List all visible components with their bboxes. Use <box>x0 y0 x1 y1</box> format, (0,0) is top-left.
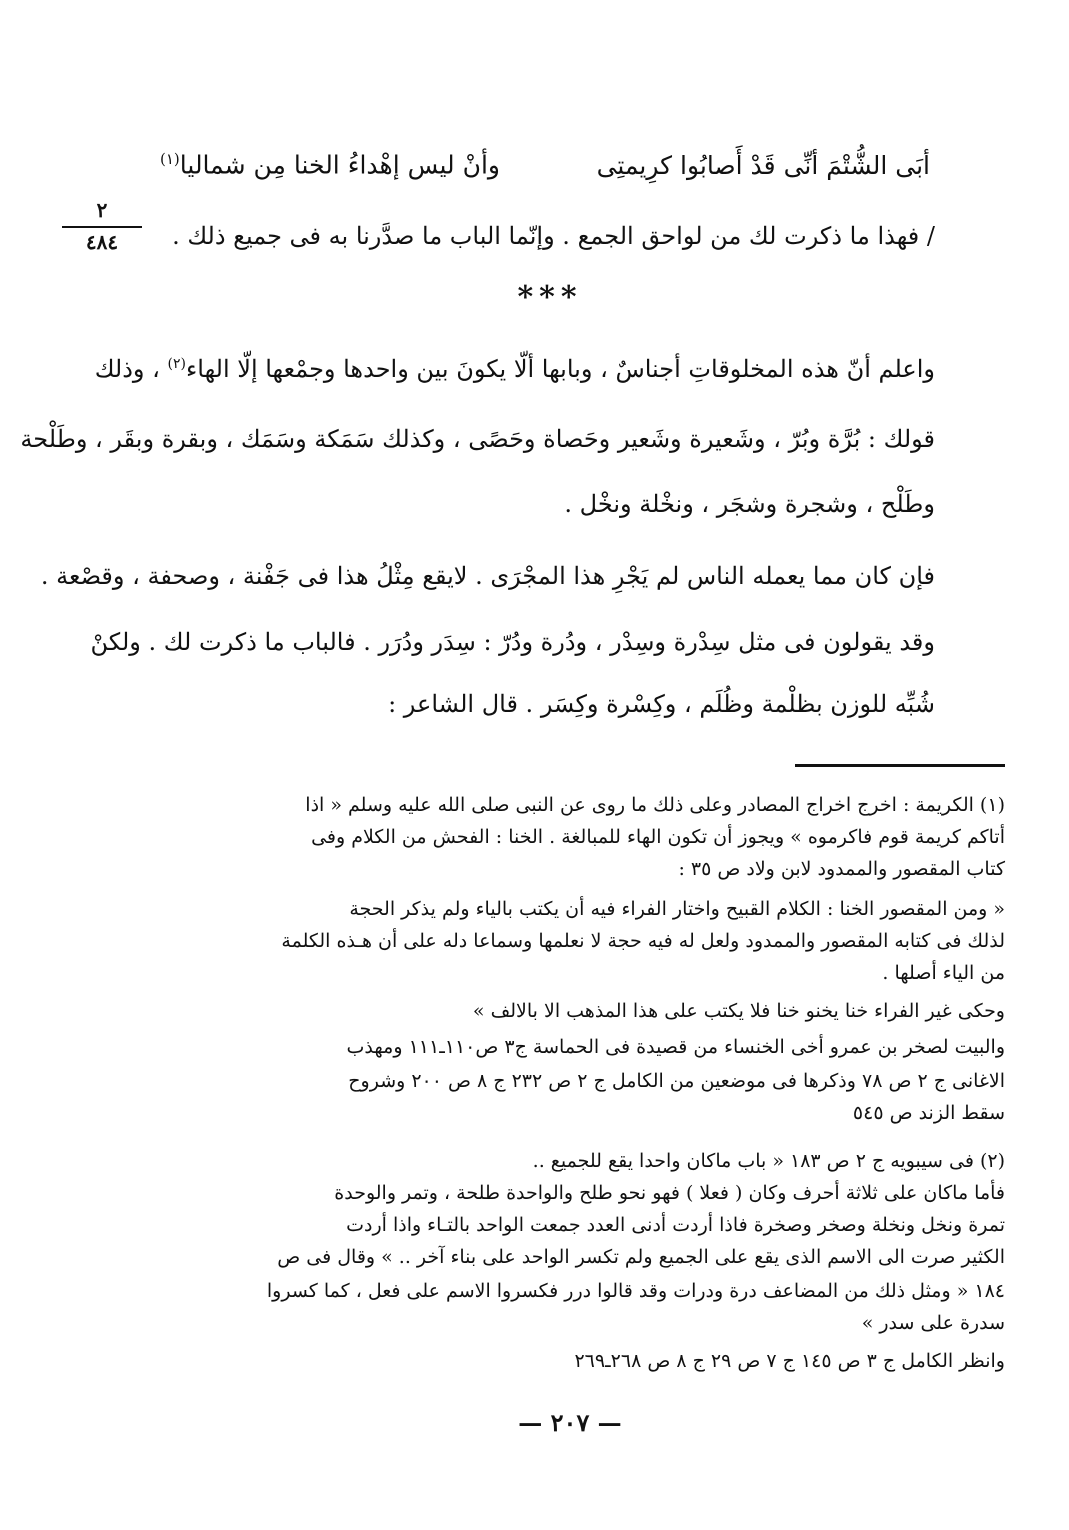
paragraph-1-line-2: قولك : بُرَّة وبُرّ ، وشَعيرة وشَعير وحَصاة وحَصًى ، وكذلك سَمَكة وسَمَك ، وبقرة وبقَر ، وطَلْحة <box>20 425 935 453</box>
footnote-marker-2: (٢) <box>167 356 186 372</box>
paragraph-2-line-3: شُبِّه للوزن بظلْمة وظُلَم ، وكِسْرة وكِسَر . قال الشاعر : <box>388 690 935 718</box>
intro-line: / فهذا ما ذكرت لك من لواحق الجمع . وإنّما الباب ما صدَّرنا به فى جميع ذلك . <box>172 222 935 250</box>
footnote-2-line-1: (٢) فى سيبويه ج ٢ ص ١٨٣ « باب ماكان واحدا يقع للجميع .. <box>532 1150 1005 1172</box>
footnote-1-line-6: من الياء أصلها . <box>882 962 1005 984</box>
verse-hemistich-right-text: أبَى الشُّتْمَ أنِّى قَدْ أَصابُوا كرِيمتِى <box>596 150 930 180</box>
footnote-1-line-3: كتاب المقصور والممدود لابن ولاد ص ٣٥ : <box>678 858 1005 880</box>
footnote-1-line-1: (١) الكريمة : اخرج اخراج المصادر وعلى ذلك ما روى عن النبى صلى الله عليه وسلم « اذا <box>305 794 1005 816</box>
section-separator-stars: *** <box>517 280 583 315</box>
verse-hemistich-left <box>160 150 500 179</box>
paragraph-2-line-2: وقد يقولون فى مثل سِدْرة وسِدْر ، ودُرة ودُرّ : سِدَر ودُرَر . فالباب ما ذكرت لك . ولكنْ <box>90 628 935 656</box>
footnote-1-line-5: لذلك فى كتابه المقصور والممدود ولعل له فيه حجة لا نعلمها وسماعا دله على أن هـذه الكلمة <box>281 930 1005 952</box>
paragraph-1-line-1-end: ، وذلك <box>94 355 168 383</box>
verse-hemistich-left-text: وأنْ ليس إهْداءُ الخنا مِن شماليا <box>179 150 500 180</box>
footnote-marker-1: (١) <box>160 150 180 169</box>
page-number: — ٢٠٧ — <box>518 1408 622 1437</box>
footnote-2-line-2: فأما ماكان على ثلاثة أحرف وكان ( فعلا ) فهو نحو طلح والواحدة طلحة ، وتمر والوحدة <box>334 1182 1005 1204</box>
footnote-1-line-7: وحكى غير الفراء خنا يخنو خنا فلا يكتب على هذا المذهب الا بالالف » <box>472 1000 1005 1022</box>
verse-hemistich-right <box>597 151 930 180</box>
footnote-1-line-10: سقط الزند ص ٥٤٥ <box>852 1102 1005 1124</box>
poem-verse <box>160 140 930 190</box>
margin-ref-page: ٤٨٤ <box>85 230 119 254</box>
paragraph-1-line-1-text: واعلم أنّ هذه المخلوقاتِ أجناسٌ ، وبابها ألّا يكونَ بين واحدها وجمْعها إلّا الهاء <box>185 355 935 383</box>
footnote-2-line-3: تمرة ونخل ونخلة وصخر وصخرة فاذا أردت أدنى العدد جمعت الواحد بالتـاء واذا أردت <box>346 1214 1005 1236</box>
paragraph-1-line-1 <box>94 355 935 383</box>
footnote-1-line-9: الاغانى ج ٢ ص ٧٨ وذكرها فى موضعين من الكامل ج ٢ ص ٢٣٢ ج ٨ ص ٢٠٠ وشروح <box>348 1070 1005 1092</box>
footnote-2-line-7: وانظر الكامل ج ٣ ص ١٤٥ ج ٧ ص ٢٩ ج ٨ ص ٢٦٨ـ٢٦٩ <box>574 1350 1005 1372</box>
footnote-separator-rule <box>795 764 1005 767</box>
paragraph-2-line-1: فإن كان مما يعمله الناس لم يَجْرِ هذا المجْرَى . لايقع مِثْلُ هذا فى جَفْنة ، وصحفة ، وقصْعة . <box>40 562 935 590</box>
footnote-2-line-5: ١٨٤ « ومثل ذلك من المضاعف درة ودرات وقد قالوا درر فكسروا الاسم على فعل ، كما كسروا <box>266 1280 1005 1302</box>
footnote-1-line-8: والبيت لصخر بن عمرو أخى الخنساء من قصيدة فى الحماسة ج٣ ص١١٠ـ١١١ ومهذب <box>346 1036 1005 1058</box>
footnote-1-line-4: « ومن المقصور الخنا : الكلام القبيح واختار الفراء فيه أن يكتب بالياء ولم يذكر الحجة <box>349 898 1005 920</box>
margin-ref-volume: ٢ <box>62 198 142 228</box>
footnote-2-line-6: سدرة على سدر » <box>861 1312 1005 1334</box>
margin-page-reference <box>62 198 142 254</box>
footnote-1-line-2: أتاكم كريمة قوم فاكرموه » ويجوز أن تكون الهاء للمبالغة . الخنا : الفحش من الكلام وفى <box>311 826 1005 848</box>
footnote-2-line-4: الكثير صرت الى الاسم الذى يقع على الجميع ولم تكسر الواحد على بناء آخر .. » وقال فى ص <box>277 1246 1005 1268</box>
paragraph-1-line-3: وطَلْح ، وشجرة وشجَر ، ونخْلة ونخْل . <box>564 490 935 518</box>
